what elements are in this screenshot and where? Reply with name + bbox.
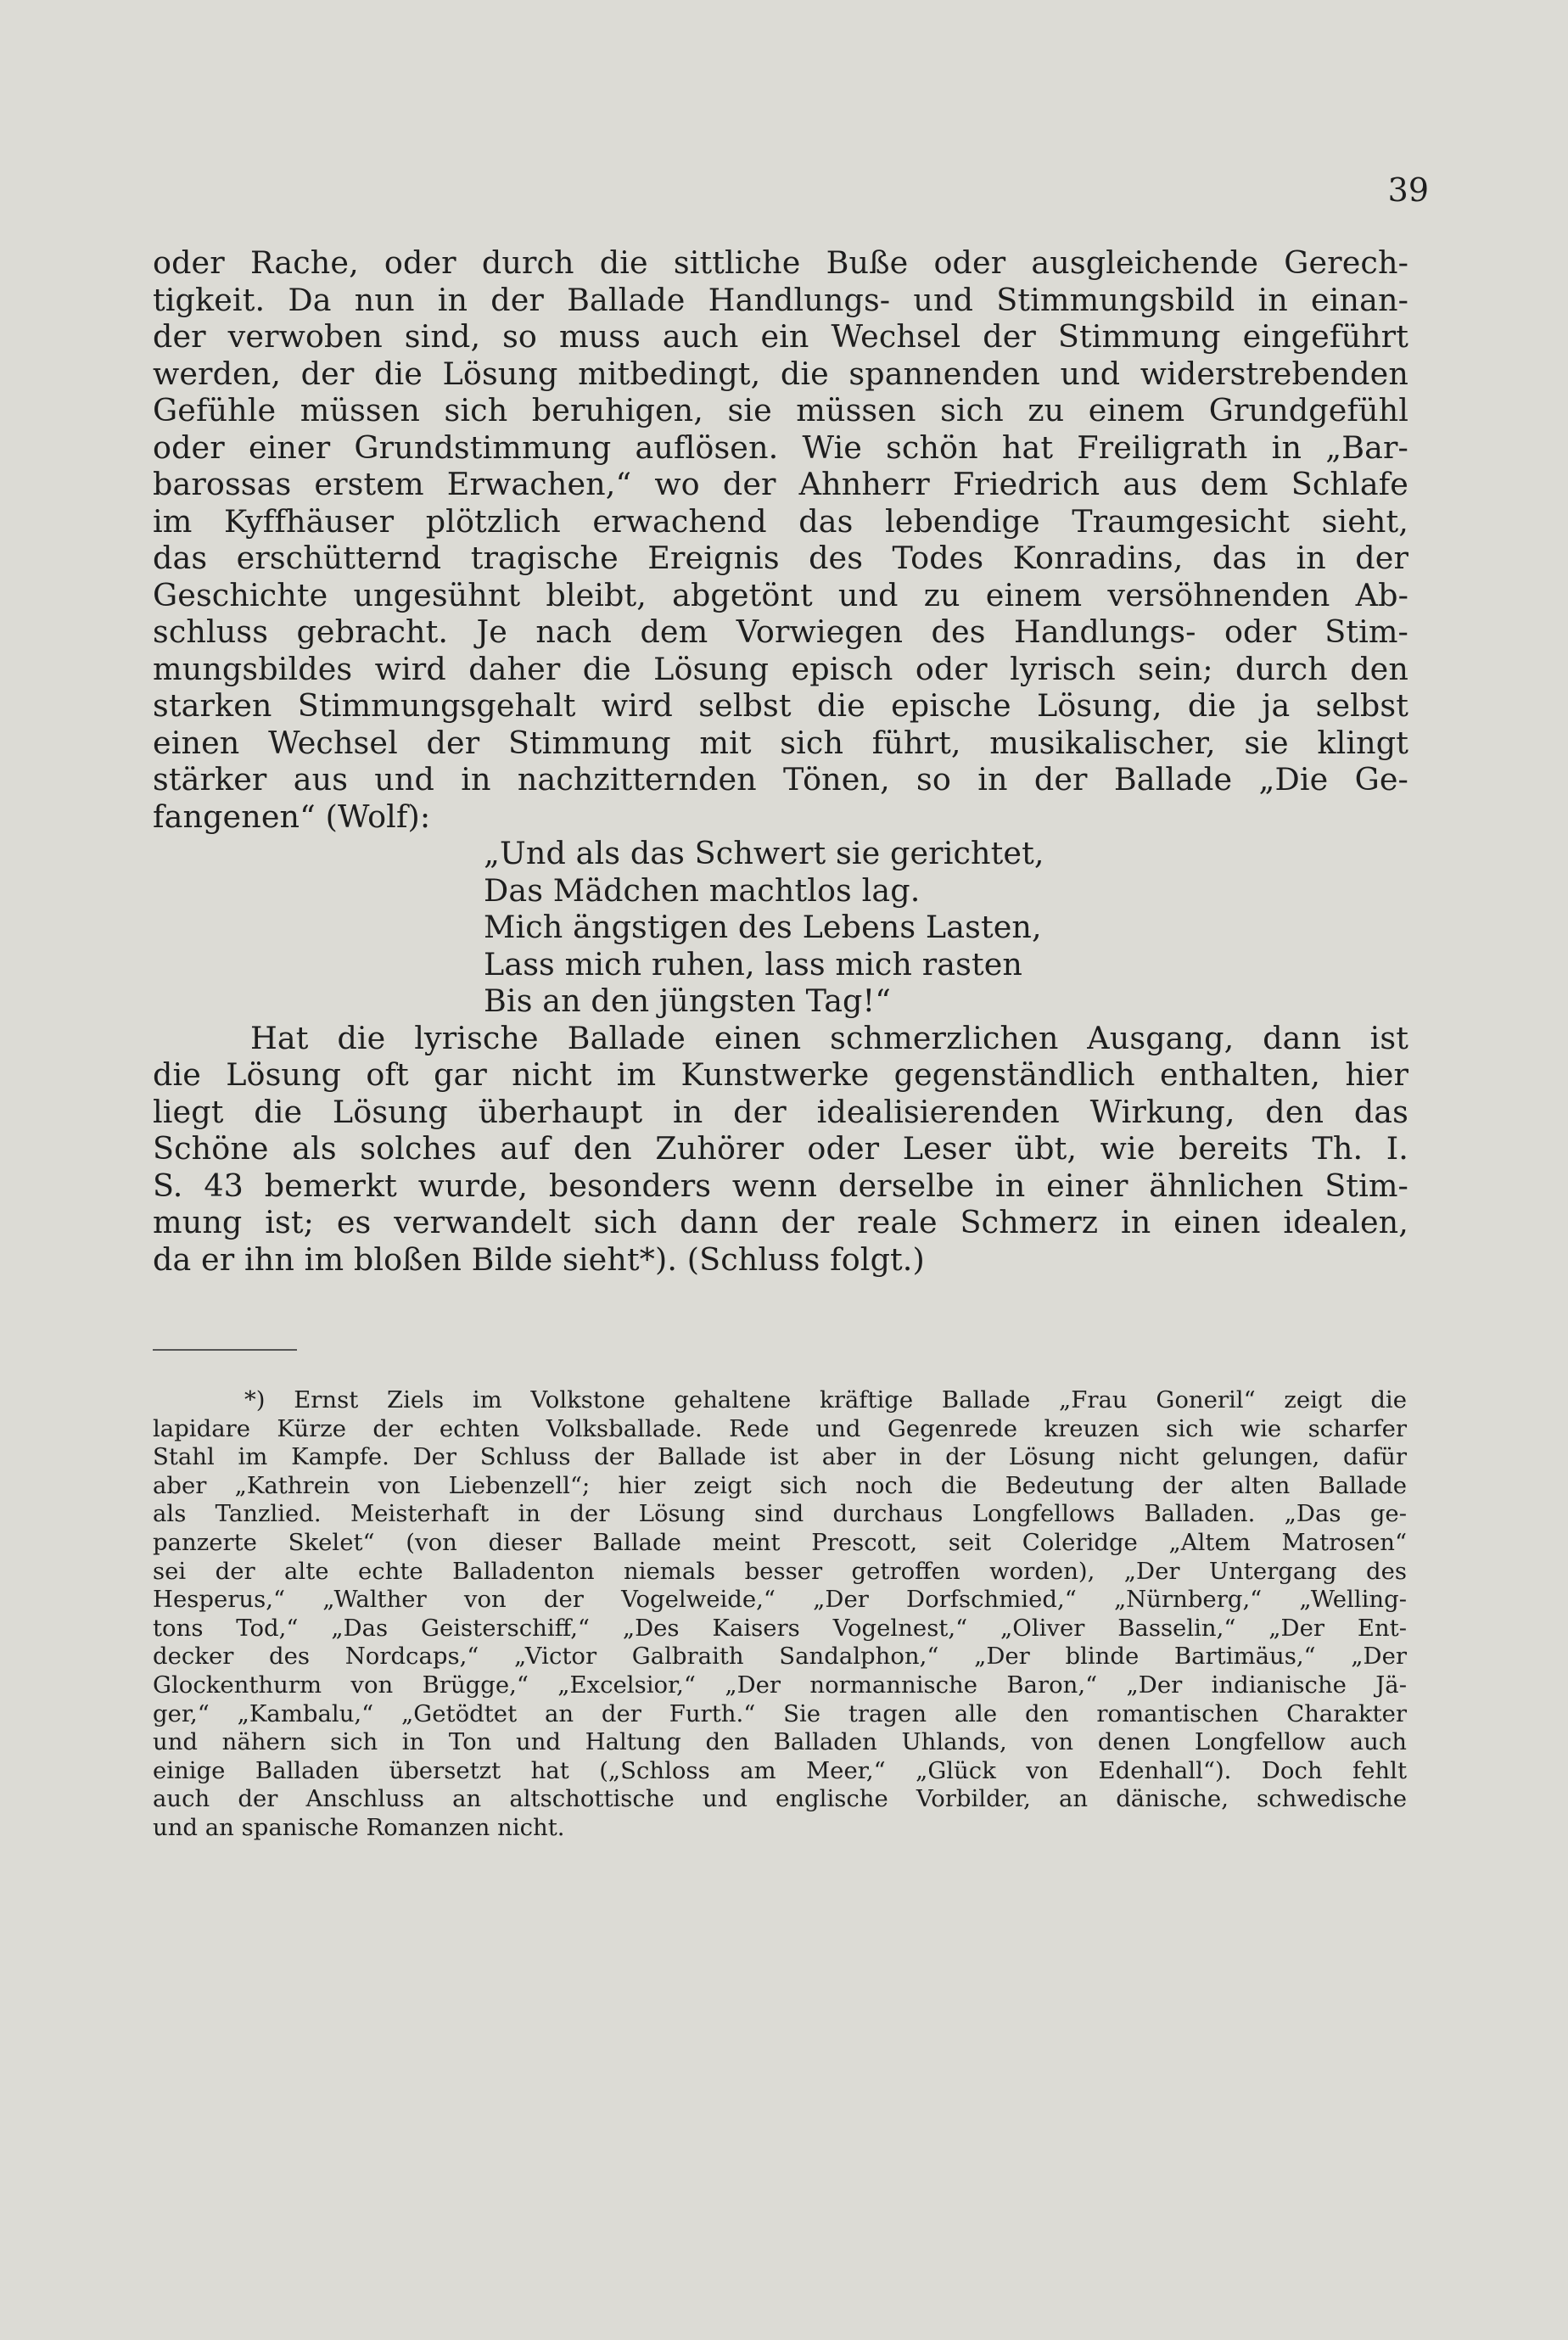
footnote-line: Hesperus,“ „Walther von der Vogelweide,“ „Der Dorfschmied,“ „Nürnberg,“ „Welling- [153,1586,1407,1614]
text-line: schluss gebracht. Je nach dem Vorwiegen des Handlungs- oder Stim- [153,613,1408,650]
footnote-line: ger,“ „Kambalu,“ „Getödtet an der Furth.“ Sie tragen alle den romantischen Charakter [153,1699,1407,1727]
main-text [153,244,1408,1278]
verse-line: Das Mädchen machtlos lag. [484,871,921,909]
footnote-line: tons Tod,“ „Das Geisterschiff,“ „Des Kaisers Vogelnest,“ „Oliver Basselin,“ „Der Ent- [153,1614,1407,1642]
footnote-line: lapidare Kürze der echten Volksballade. Rede und Gegenrede kreuzen sich wie scharfer [153,1414,1407,1442]
footnote-line: Glockenthurm von Brügge,“ „Excelsior,“ „Der normannische Baron,“ „Der indianische Jä- [153,1671,1407,1699]
text-line: S. 43 bemerkt wurde, besonders wenn derselbe in einer ähnlichen Stim- [153,1167,1408,1204]
text-line: oder Rache, oder durch die sittliche Buße oder ausgleichende Gerech- [153,244,1408,281]
text-line: barossas erstem Erwachen,“ wo der Ahnherr Friedrich aus dem Schlafe [153,466,1408,502]
verse-line: „Und als das Schwert sie gerichtet, [484,835,1044,871]
text-line: das erschütternd tragische Ereignis des Todes Konradins, das in der [153,540,1408,576]
paragraph-2 [153,1020,1408,1279]
text-line: liegt die Lösung überhaupt in der idealisierenden Wirkung, den das [153,1093,1408,1130]
text-line: der verwoben sind, so muss auch ein Wechsel der Stimmung eingeführt [153,318,1408,355]
text-line: mung ist; es verwandelt sich dann der reale Schmerz in einen idealen, [153,1204,1408,1240]
footnote-line: einige Balladen übersetzt hat („Schloss am Meer,“ „Glück von Edenhall“). Doch fehlt [153,1756,1407,1784]
footnote-line: auch der Anschluss an altschottische und englische Vorbilder, an dänische, schwedische [153,1785,1407,1813]
text-line: stärker aus und in nachzitternden Tönen, so in der Ballade „Die Ge- [153,761,1408,798]
text-line: im Kyffhäuser plötzlich erwachend das lebendige Traumgesicht sieht, [153,502,1408,540]
footnote-line: panzerte Skelet“ (von dieser Ballade meint Prescott, seit Coleridge „Altem Matrosen“ [153,1528,1407,1556]
text-line: Hat die lyrische Ballade einen schmerzlichen Ausgang, dann ist [250,1019,1408,1056]
text-line: tigkeit. Da nun in der Ballade Handlungs- und Stimmungsbild in einan- [153,281,1408,318]
paragraph-1 [153,244,1408,835]
text-line: Gefühle müssen sich beruhigen, sie müssen sich zu einem Grundgefühl [153,392,1408,428]
text-line: oder einer Grundstimmung auflösen. Wie schön hat Freiligrath in „Bar- [153,428,1408,466]
verse-line: Bis an den jüngsten Tag!“ [484,982,892,1019]
footnote-line: decker des Nordcaps,“ „Victor Galbraith Sandalphon,“ „Der blinde Bartimäus,“ „Der [153,1643,1407,1671]
footnote-line: als Tanzlied. Meisterhaft in der Lösung sind durchaus Longfellows Balladen. „Das ge- [153,1500,1407,1528]
text-line: Schöne als solches auf den Zuhörer oder Leser übt, wie bereits Th. I. [153,1130,1408,1167]
text-line: einen Wechsel der Stimmung mit sich führt, musikalischer, sie klingt [153,724,1408,761]
footnote-line: sei der alte echte Balladenton niemals besser getroffen worden), „Der Untergang des [153,1557,1407,1585]
footnote-divider [153,1349,297,1351]
footnote-line: aber „Kathrein von Liebenzell“; hier zeigt sich noch die Bedeutung der alten Ballade [153,1471,1407,1499]
verse-line: Lass mich ruhen, lass mich rasten [484,945,1023,982]
verse-quote [484,835,1408,1020]
footnote [153,1386,1407,1843]
footnote-line: und an spanische Romanzen nicht. [153,1813,565,1841]
verse-line: Mich ängstigen des Lebens Lasten, [484,909,1042,945]
text-line: fangenen“ (Wolf): [153,798,431,835]
text-line: die Lösung oft gar nicht im Kunstwerke gegenständlich enthalten, hier [153,1056,1408,1093]
footnote-line: Stahl im Kampfe. Der Schluss der Ballade ist aber in der Lösung nicht gelungen, dafür [153,1443,1407,1471]
text-line: Geschichte ungesühnt bleibt, abgetönt und zu einem versöhnenden Ab- [153,576,1408,613]
text-line: mungsbildes wird daher die Lösung episch oder lyrisch sein; durch den [153,650,1408,687]
footnote-line: *) Ernst Ziels im Volkstone gehaltene kräftige Ballade „Frau Goneril“ zeigt die [244,1386,1407,1414]
text-line: starken Stimmungsgehalt wird selbst die epische Lösung, die ja selbst [153,687,1408,724]
footnote-line: und nähern sich in Ton und Haltung den Balladen Uhlands, von denen Longfellow auch [153,1728,1407,1756]
text-line: werden, der die Lösung mitbedingt, die spannenden und widerstrebenden [153,355,1408,392]
text-line: da er ihn im bloßen Bilde sieht*). (Schluss folgt.) [153,1240,925,1278]
page-number: 39 [1387,171,1429,209]
